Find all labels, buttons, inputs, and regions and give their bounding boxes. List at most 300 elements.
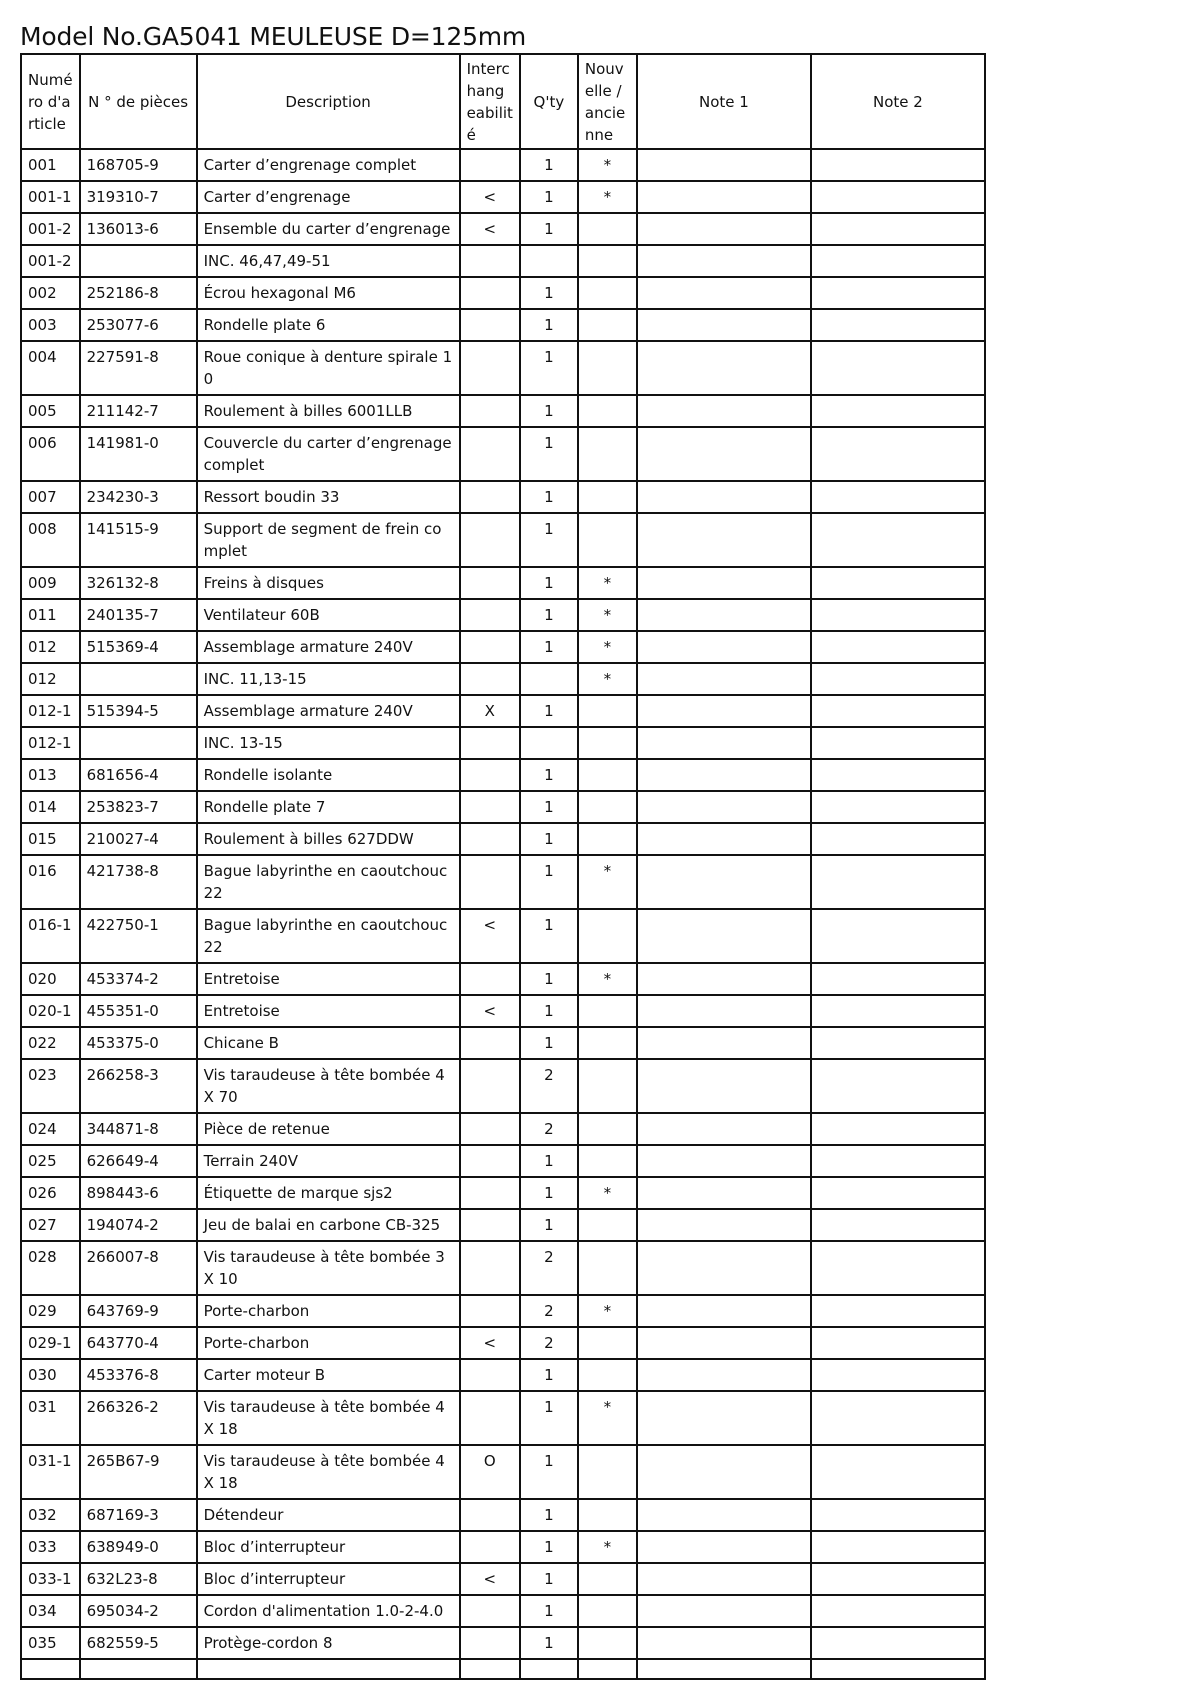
cell-description: Vis taraudeuse à tête bombée 4X 18	[197, 1445, 460, 1499]
cell-quantity: 1	[520, 1177, 578, 1209]
header-description: Description	[197, 54, 460, 149]
cell-description: INC. 11,13-15	[197, 663, 460, 695]
cell-quantity: 1	[520, 823, 578, 855]
cell-note-1	[637, 1327, 811, 1359]
table-row	[21, 1241, 985, 1295]
cell-part-number: 240135-7	[80, 599, 197, 631]
cell-part-number: 453376-8	[80, 1359, 197, 1391]
cell-new-old	[578, 759, 637, 791]
cell-note-2	[811, 1445, 985, 1499]
cell-empty	[578, 1659, 637, 1679]
cell-note-2	[811, 1359, 985, 1391]
cell-new-old	[578, 341, 637, 395]
table-row	[21, 149, 985, 181]
cell-item-number: 008	[21, 513, 80, 567]
cell-new-old: *	[578, 1295, 637, 1327]
cell-note-2	[811, 855, 985, 909]
cell-empty	[197, 1659, 460, 1679]
cell-interchangeability	[460, 1595, 520, 1627]
cell-note-1	[637, 1563, 811, 1595]
cell-interchangeability	[460, 791, 520, 823]
cell-note-2	[811, 149, 985, 181]
cell-quantity: 1	[520, 1563, 578, 1595]
cell-part-number: 234230-3	[80, 481, 197, 513]
cell-quantity: 2	[520, 1241, 578, 1295]
page-title: Model No.GA5041 MEULEUSE D=125mm	[20, 22, 527, 51]
cell-item-number: 016-1	[21, 909, 80, 963]
cell-quantity: 1	[520, 791, 578, 823]
table-row-cutoff	[21, 1659, 985, 1679]
cell-interchangeability	[460, 663, 520, 695]
cell-note-2	[811, 341, 985, 395]
cell-description: Rondelle plate 6	[197, 309, 460, 341]
cell-new-old	[578, 1445, 637, 1499]
cell-new-old	[578, 481, 637, 513]
table-row	[21, 1595, 985, 1627]
cell-part-number: 136013-6	[80, 213, 197, 245]
cell-quantity: 1	[520, 1595, 578, 1627]
cell-item-number: 012-1	[21, 727, 80, 759]
cell-interchangeability	[460, 1627, 520, 1659]
cell-interchangeability	[460, 1027, 520, 1059]
cell-empty	[637, 1659, 811, 1679]
cell-quantity: 1	[520, 1359, 578, 1391]
cell-new-old	[578, 1209, 637, 1241]
cell-item-number: 034	[21, 1595, 80, 1627]
cell-empty	[80, 1659, 197, 1679]
cell-part-number: 252186-8	[80, 277, 197, 309]
cell-description: Vis taraudeuse à tête bombée 4X 70	[197, 1059, 460, 1113]
cell-part-number: 643769-9	[80, 1295, 197, 1327]
table-row	[21, 599, 985, 631]
cell-empty	[811, 1659, 985, 1679]
cell-quantity: 1	[520, 1391, 578, 1445]
table-row	[21, 1531, 985, 1563]
cell-interchangeability: <	[460, 181, 520, 213]
cell-quantity: 1	[520, 599, 578, 631]
cell-note-2	[811, 909, 985, 963]
table-row	[21, 1499, 985, 1531]
cell-part-number: 515369-4	[80, 631, 197, 663]
cell-note-2	[811, 1241, 985, 1295]
cell-note-1	[637, 395, 811, 427]
cell-note-2	[811, 791, 985, 823]
cell-part-number: 632L23-8	[80, 1563, 197, 1595]
cell-part-number: 681656-4	[80, 759, 197, 791]
cell-quantity: 1	[520, 909, 578, 963]
cell-description: Freins à disques	[197, 567, 460, 599]
cell-interchangeability	[460, 245, 520, 277]
table-row	[21, 855, 985, 909]
cell-part-number: 344871-8	[80, 1113, 197, 1145]
cell-note-1	[637, 663, 811, 695]
cell-part-number: 141981-0	[80, 427, 197, 481]
cell-interchangeability	[460, 149, 520, 181]
table-row	[21, 663, 985, 695]
cell-note-1	[637, 245, 811, 277]
cell-item-number: 033-1	[21, 1563, 80, 1595]
cell-quantity: 1	[520, 513, 578, 567]
table-row	[21, 213, 985, 245]
cell-note-2	[811, 427, 985, 481]
cell-new-old	[578, 427, 637, 481]
cell-description: Ressort boudin 33	[197, 481, 460, 513]
cell-note-1	[637, 791, 811, 823]
cell-description: Jeu de balai en carbone CB-325	[197, 1209, 460, 1241]
cell-note-2	[811, 1113, 985, 1145]
cell-new-old	[578, 1359, 637, 1391]
table-row	[21, 1145, 985, 1177]
cell-description: Entretoise	[197, 963, 460, 995]
cell-note-1	[637, 1059, 811, 1113]
header-part-number: N ° de pièces	[80, 54, 197, 149]
cell-interchangeability	[460, 1209, 520, 1241]
cell-interchangeability	[460, 309, 520, 341]
table-row	[21, 823, 985, 855]
cell-note-2	[811, 309, 985, 341]
cell-part-number: 266326-2	[80, 1391, 197, 1445]
cell-new-old: *	[578, 855, 637, 909]
cell-note-2	[811, 213, 985, 245]
cell-description: Terrain 240V	[197, 1145, 460, 1177]
cell-item-number: 002	[21, 277, 80, 309]
cell-new-old: *	[578, 1177, 637, 1209]
cell-interchangeability: <	[460, 213, 520, 245]
cell-description: Protège-cordon 8	[197, 1627, 460, 1659]
cell-note-1	[637, 1445, 811, 1499]
cell-note-2	[811, 1327, 985, 1359]
table-row	[21, 245, 985, 277]
cell-description: Bloc d’interrupteur	[197, 1563, 460, 1595]
cell-quantity: 1	[520, 213, 578, 245]
cell-description: Carter d’engrenage complet	[197, 149, 460, 181]
cell-item-number: 035	[21, 1627, 80, 1659]
table-row	[21, 1627, 985, 1659]
cell-description: Bague labyrinthe en caoutchouc 22	[197, 855, 460, 909]
cell-new-old	[578, 277, 637, 309]
cell-quantity: 1	[520, 1445, 578, 1499]
table-row	[21, 995, 985, 1027]
cell-description: Assemblage armature 240V	[197, 631, 460, 663]
cell-item-number: 013	[21, 759, 80, 791]
table-row	[21, 727, 985, 759]
cell-interchangeability	[460, 1113, 520, 1145]
cell-description: Porte-charbon	[197, 1295, 460, 1327]
cell-quantity: 2	[520, 1059, 578, 1113]
cell-part-number	[80, 663, 197, 695]
cell-description: Support de segment de frein co mplet	[197, 513, 460, 567]
cell-part-number: 422750-1	[80, 909, 197, 963]
cell-part-number: 515394-5	[80, 695, 197, 727]
cell-interchangeability	[460, 1499, 520, 1531]
cell-note-2	[811, 395, 985, 427]
cell-note-1	[637, 1241, 811, 1295]
cell-new-old: *	[578, 963, 637, 995]
table-row	[21, 1027, 985, 1059]
cell-empty	[21, 1659, 80, 1679]
cell-interchangeability: <	[460, 1563, 520, 1595]
cell-note-1	[637, 309, 811, 341]
cell-new-old: *	[578, 631, 637, 663]
cell-description: Assemblage armature 240V	[197, 695, 460, 727]
cell-note-2	[811, 631, 985, 663]
table-row	[21, 513, 985, 567]
cell-quantity: 1	[520, 695, 578, 727]
table-row	[21, 1209, 985, 1241]
cell-new-old	[578, 791, 637, 823]
cell-interchangeability	[460, 277, 520, 309]
table-row	[21, 567, 985, 599]
cell-interchangeability: <	[460, 909, 520, 963]
cell-new-old	[578, 823, 637, 855]
cell-item-number: 005	[21, 395, 80, 427]
cell-item-number: 027	[21, 1209, 80, 1241]
cell-note-1	[637, 1595, 811, 1627]
table-row	[21, 1059, 985, 1113]
cell-note-2	[811, 727, 985, 759]
table-row	[21, 395, 985, 427]
header-new-old: Nouv elle / ancie nne	[578, 54, 637, 149]
cell-new-old	[578, 1563, 637, 1595]
cell-part-number: 227591-8	[80, 341, 197, 395]
table-row	[21, 1295, 985, 1327]
cell-quantity: 2	[520, 1327, 578, 1359]
cell-part-number: 253823-7	[80, 791, 197, 823]
cell-item-number: 025	[21, 1145, 80, 1177]
cell-quantity: 1	[520, 855, 578, 909]
cell-description: Porte-charbon	[197, 1327, 460, 1359]
cell-note-2	[811, 1295, 985, 1327]
table-row	[21, 1563, 985, 1595]
cell-item-number: 026	[21, 1177, 80, 1209]
cell-note-1	[637, 567, 811, 599]
cell-quantity: 1	[520, 309, 578, 341]
header-quantity: Q'ty	[520, 54, 578, 149]
cell-interchangeability	[460, 1145, 520, 1177]
cell-note-1	[637, 823, 811, 855]
cell-quantity: 1	[520, 481, 578, 513]
cell-item-number: 029	[21, 1295, 80, 1327]
cell-note-1	[637, 1145, 811, 1177]
cell-new-old	[578, 1027, 637, 1059]
cell-quantity: 1	[520, 1145, 578, 1177]
cell-note-2	[811, 995, 985, 1027]
table-row	[21, 791, 985, 823]
header-item-number: Numé ro d'a rticle	[21, 54, 80, 149]
header-interchangeability: Interc hang eabilit é	[460, 54, 520, 149]
cell-item-number: 006	[21, 427, 80, 481]
cell-note-2	[811, 1059, 985, 1113]
cell-note-1	[637, 963, 811, 995]
cell-part-number: 266258-3	[80, 1059, 197, 1113]
cell-description: INC. 13-15	[197, 727, 460, 759]
cell-item-number: 022	[21, 1027, 80, 1059]
cell-description: Roulement à billes 627DDW	[197, 823, 460, 855]
cell-part-number: 211142-7	[80, 395, 197, 427]
cell-part-number: 319310-7	[80, 181, 197, 213]
cell-note-1	[637, 1027, 811, 1059]
cell-part-number	[80, 245, 197, 277]
cell-description: Vis taraudeuse à tête bombée 4X 18	[197, 1391, 460, 1445]
cell-item-number: 028	[21, 1241, 80, 1295]
cell-interchangeability: O	[460, 1445, 520, 1499]
cell-part-number: 266007-8	[80, 1241, 197, 1295]
cell-description: Bague labyrinthe en caoutchouc 22	[197, 909, 460, 963]
cell-quantity: 1	[520, 759, 578, 791]
cell-note-2	[811, 1145, 985, 1177]
cell-part-number: 687169-3	[80, 1499, 197, 1531]
cell-note-1	[637, 909, 811, 963]
cell-item-number: 029-1	[21, 1327, 80, 1359]
cell-new-old	[578, 1113, 637, 1145]
cell-new-old: *	[578, 181, 637, 213]
cell-note-1	[637, 1359, 811, 1391]
cell-note-2	[811, 1563, 985, 1595]
header-note-2: Note 2	[811, 54, 985, 149]
cell-note-1	[637, 181, 811, 213]
cell-quantity: 1	[520, 567, 578, 599]
cell-new-old: *	[578, 1531, 637, 1563]
cell-note-1	[637, 855, 811, 909]
cell-quantity: 1	[520, 149, 578, 181]
cell-new-old	[578, 1499, 637, 1531]
cell-new-old	[578, 1627, 637, 1659]
cell-quantity: 1	[520, 1531, 578, 1563]
table-row	[21, 309, 985, 341]
cell-interchangeability: X	[460, 695, 520, 727]
cell-note-1	[637, 1113, 811, 1145]
cell-interchangeability	[460, 855, 520, 909]
cell-note-2	[811, 1027, 985, 1059]
cell-description: Couvercle du carter d’engrenage complet	[197, 427, 460, 481]
cell-item-number: 014	[21, 791, 80, 823]
cell-note-1	[637, 1499, 811, 1531]
cell-new-old	[578, 1145, 637, 1177]
cell-interchangeability	[460, 1241, 520, 1295]
cell-empty	[460, 1659, 520, 1679]
table-row	[21, 341, 985, 395]
table-row	[21, 1177, 985, 1209]
cell-note-1	[637, 1295, 811, 1327]
cell-quantity: 1	[520, 395, 578, 427]
cell-item-number: 004	[21, 341, 80, 395]
cell-item-number: 001	[21, 149, 80, 181]
cell-note-2	[811, 823, 985, 855]
cell-item-number: 023	[21, 1059, 80, 1113]
cell-new-old	[578, 245, 637, 277]
cell-part-number: 210027-4	[80, 823, 197, 855]
cell-item-number: 009	[21, 567, 80, 599]
cell-item-number: 031	[21, 1391, 80, 1445]
table-row	[21, 481, 985, 513]
cell-note-2	[811, 567, 985, 599]
cell-note-2	[811, 1391, 985, 1445]
cell-interchangeability	[460, 1295, 520, 1327]
cell-item-number: 001-2	[21, 245, 80, 277]
cell-note-1	[637, 631, 811, 663]
cell-part-number: 682559-5	[80, 1627, 197, 1659]
cell-note-2	[811, 1177, 985, 1209]
cell-new-old: *	[578, 1391, 637, 1445]
cell-description: Bloc d’interrupteur	[197, 1531, 460, 1563]
cell-item-number: 033	[21, 1531, 80, 1563]
cell-new-old: *	[578, 599, 637, 631]
cell-quantity: 1	[520, 1209, 578, 1241]
cell-note-2	[811, 963, 985, 995]
cell-new-old	[578, 1595, 637, 1627]
cell-interchangeability	[460, 427, 520, 481]
cell-note-1	[637, 995, 811, 1027]
cell-item-number: 001-1	[21, 181, 80, 213]
table-row	[21, 631, 985, 663]
cell-interchangeability	[460, 341, 520, 395]
cell-description: Ensemble du carter d’engrenage	[197, 213, 460, 245]
cell-new-old	[578, 695, 637, 727]
cell-note-1	[637, 1391, 811, 1445]
cell-part-number: 421738-8	[80, 855, 197, 909]
cell-item-number: 001-2	[21, 213, 80, 245]
cell-interchangeability	[460, 823, 520, 855]
cell-interchangeability	[460, 963, 520, 995]
cell-note-1	[637, 427, 811, 481]
cell-interchangeability	[460, 1531, 520, 1563]
cell-part-number: 626649-4	[80, 1145, 197, 1177]
cell-note-2	[811, 1627, 985, 1659]
cell-interchangeability	[460, 513, 520, 567]
cell-item-number: 020-1	[21, 995, 80, 1027]
cell-interchangeability	[460, 727, 520, 759]
cell-note-1	[637, 759, 811, 791]
cell-note-1	[637, 1627, 811, 1659]
cell-interchangeability	[460, 599, 520, 631]
cell-quantity: 1	[520, 427, 578, 481]
cell-interchangeability	[460, 481, 520, 513]
cell-description: INC. 46,47,49-51	[197, 245, 460, 277]
cell-note-2	[811, 181, 985, 213]
table-row	[21, 181, 985, 213]
cell-description: Étiquette de marque sjs2	[197, 1177, 460, 1209]
cell-quantity	[520, 727, 578, 759]
cell-item-number: 007	[21, 481, 80, 513]
cell-interchangeability	[460, 631, 520, 663]
cell-note-1	[637, 213, 811, 245]
cell-item-number: 030	[21, 1359, 80, 1391]
cell-interchangeability: <	[460, 1327, 520, 1359]
cell-description: Pièce de retenue	[197, 1113, 460, 1145]
cell-part-number: 453375-0	[80, 1027, 197, 1059]
cell-new-old	[578, 995, 637, 1027]
cell-interchangeability	[460, 759, 520, 791]
cell-part-number: 265B67-9	[80, 1445, 197, 1499]
cell-note-2	[811, 481, 985, 513]
cell-description: Roulement à billes 6001LLB	[197, 395, 460, 427]
cell-note-2	[811, 1209, 985, 1241]
cell-quantity: 1	[520, 181, 578, 213]
table-row	[21, 909, 985, 963]
cell-item-number: 011	[21, 599, 80, 631]
cell-new-old	[578, 513, 637, 567]
cell-part-number: 194074-2	[80, 1209, 197, 1241]
cell-new-old	[578, 395, 637, 427]
cell-quantity: 1	[520, 341, 578, 395]
cell-note-2	[811, 245, 985, 277]
cell-item-number: 024	[21, 1113, 80, 1145]
cell-part-number: 695034-2	[80, 1595, 197, 1627]
table-row	[21, 1391, 985, 1445]
cell-empty	[520, 1659, 578, 1679]
cell-note-1	[637, 695, 811, 727]
cell-item-number: 012-1	[21, 695, 80, 727]
